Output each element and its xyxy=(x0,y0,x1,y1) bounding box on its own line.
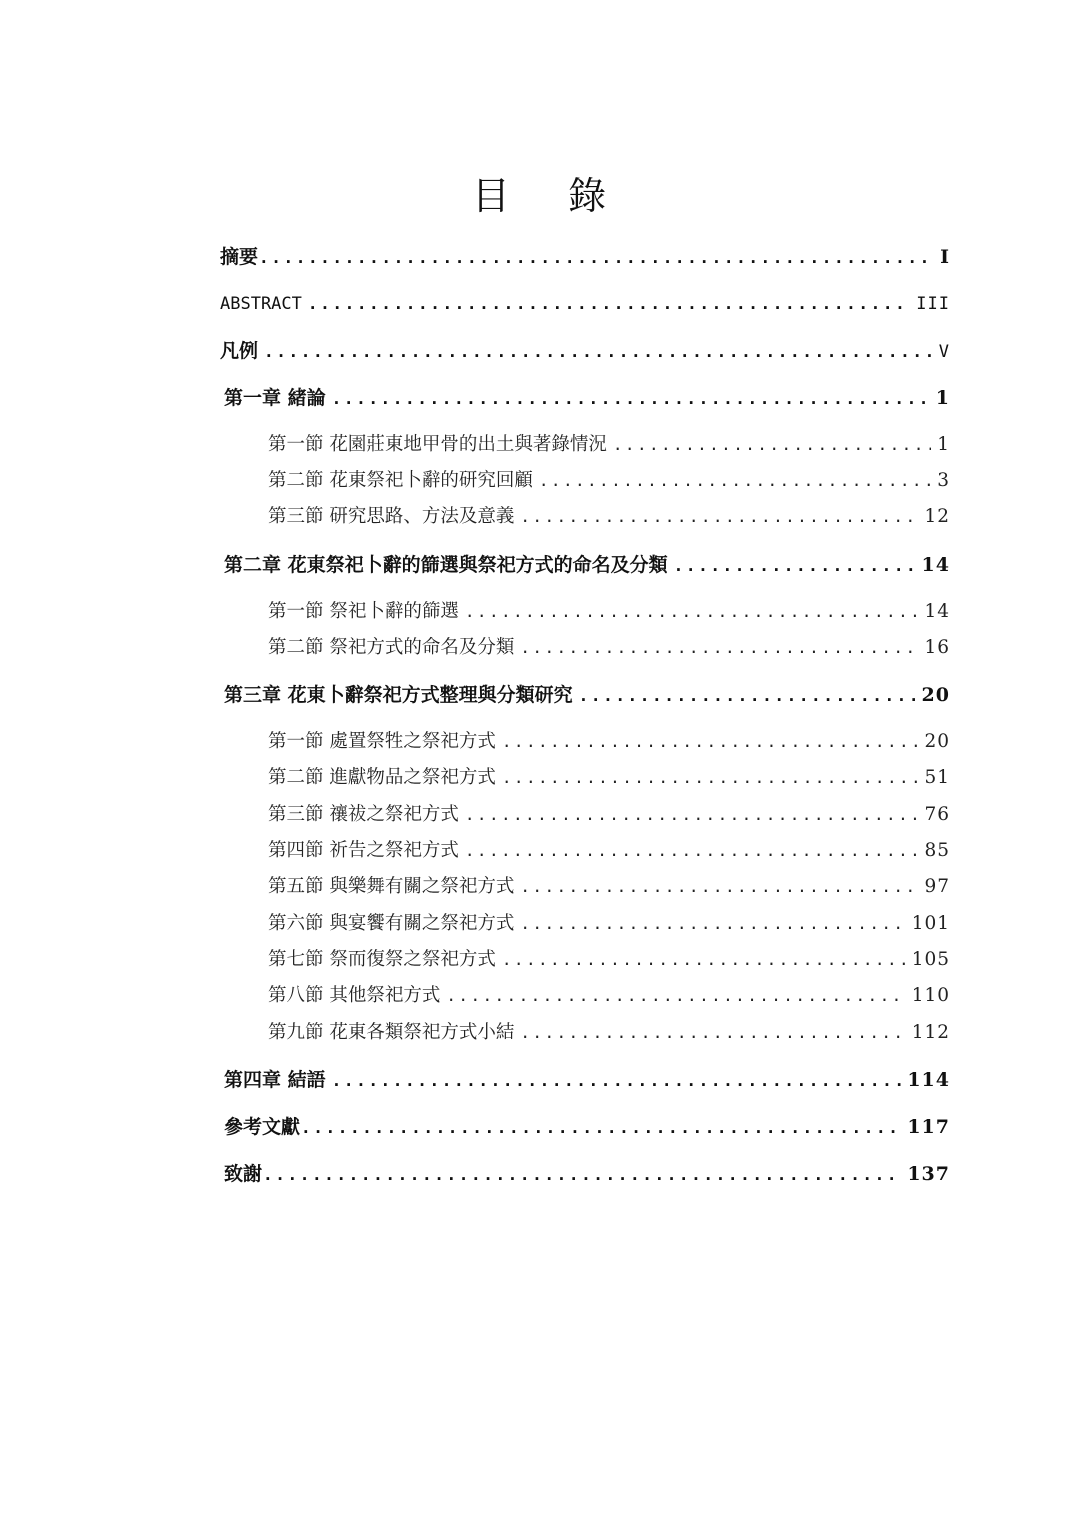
page-title: 目 錄 xyxy=(471,174,609,218)
dot-leader xyxy=(520,872,918,902)
toc-entry-label: 摘要 xyxy=(220,246,259,268)
toc-entry-ch3-sec9[interactable] xyxy=(268,1018,950,1048)
toc-entry-ch3-sec2[interactable] xyxy=(268,763,950,793)
dot-leader xyxy=(539,466,931,496)
toc-entry-label: 第一節 處置祭牲之祭祀方式 xyxy=(268,731,496,752)
toc-entry-page: 14 xyxy=(924,601,950,622)
toc-entry-label: 凡例 xyxy=(220,340,259,362)
toc-entry-chapter-2[interactable] xyxy=(224,550,950,580)
toc-entry-ch3-sec8[interactable] xyxy=(268,981,950,1011)
toc-entry-page: 137 xyxy=(907,1163,950,1185)
toc-entry-ch2-sec2[interactable] xyxy=(268,633,950,663)
toc-entry-abstract-zh[interactable] xyxy=(220,242,950,272)
toc-entry-page: 51 xyxy=(924,767,950,788)
toc-entry-ch3-sec4[interactable] xyxy=(268,836,950,866)
toc-entry-chapter-4[interactable] xyxy=(224,1065,950,1095)
dot-leader xyxy=(465,800,919,830)
toc-entry-page: 76 xyxy=(924,804,950,825)
toc-entry-label: 第四節 祈告之祭祀方式 xyxy=(268,840,459,861)
toc-entry-ch2-sec1[interactable] xyxy=(268,597,950,627)
dot-leader xyxy=(520,502,918,532)
toc-entry-page: 20 xyxy=(921,684,950,706)
toc-entry-label: 第二節 花東祭祀卜辭的研究回顧 xyxy=(268,470,533,491)
toc-entry-label: 第一節 花園莊東地甲骨的出土與著錄情況 xyxy=(268,434,607,455)
toc-entry-label: 第一節 祭祀卜辭的篩選 xyxy=(268,601,459,622)
toc-entry-chapter-3[interactable] xyxy=(224,680,950,710)
dot-leader xyxy=(465,597,919,627)
toc-entry-label: 第九節 花東各類祭祀方式小結 xyxy=(268,1022,515,1043)
toc-entry-page: 101 xyxy=(911,913,950,934)
toc-entry-page: 16 xyxy=(924,637,950,658)
toc-entry-label: 第二節 祭祀方式的命名及分類 xyxy=(268,637,515,658)
toc-entry-label: 第七節 祭而復祭之祭祀方式 xyxy=(268,949,496,970)
toc-entry-label: 第一章 緒論 xyxy=(224,387,326,409)
toc-entry-label: 參考文獻 xyxy=(224,1116,301,1138)
toc-entry-ch3-sec3[interactable] xyxy=(268,800,950,830)
toc-entry-ch3-sec7[interactable] xyxy=(268,945,950,975)
toc-entry-label: ABSTRACT xyxy=(220,294,302,314)
toc-entry-label: 第八節 其他祭祀方式 xyxy=(268,985,441,1006)
toc-entry-label: 第五節 與樂舞有關之祭祀方式 xyxy=(268,876,515,897)
toc-entry-page: 1 xyxy=(937,434,950,455)
dot-leader xyxy=(502,945,906,975)
toc-entry-page: 3 xyxy=(937,470,950,491)
toc-entry-page: 117 xyxy=(907,1116,950,1138)
toc-entry-page: 97 xyxy=(924,876,950,897)
toc-entry-conventions[interactable] xyxy=(220,336,950,366)
toc-entry-ch3-sec6[interactable] xyxy=(268,909,950,939)
dot-leader xyxy=(674,551,916,581)
dot-leader xyxy=(579,681,916,711)
toc-entry-label: 第三節 研究思路、方法及意義 xyxy=(268,506,515,527)
dot-leader xyxy=(263,1160,901,1190)
toc-entry-page: 20 xyxy=(924,731,950,752)
dot-leader xyxy=(465,836,919,866)
toc-entry-page: 110 xyxy=(911,985,950,1006)
dot-leader xyxy=(308,289,910,319)
toc-entry-ch3-sec1[interactable] xyxy=(268,727,950,757)
dot-leader xyxy=(520,1018,905,1048)
toc-entry-page: 14 xyxy=(921,554,950,576)
toc-entry-page: V xyxy=(938,342,950,362)
toc-entry-ch3-sec5[interactable] xyxy=(268,872,950,902)
toc-entry-ch1-sec3[interactable] xyxy=(268,502,950,532)
toc-entry-acknowledgements[interactable] xyxy=(224,1159,950,1189)
toc-entry-label: 第六節 與宴饗有關之祭祀方式 xyxy=(268,913,515,934)
toc-entry-label: 第二節 進獻物品之祭祀方式 xyxy=(268,767,496,788)
dot-leader xyxy=(520,909,905,939)
dot-leader xyxy=(332,384,930,414)
toc-entry-ch1-sec1[interactable] xyxy=(268,430,950,460)
dot-leader xyxy=(301,1113,901,1143)
toc-entry-ch1-sec2[interactable] xyxy=(268,466,950,496)
dot-leader xyxy=(502,763,919,793)
toc-entry-page: I xyxy=(940,246,950,268)
toc-entry-page: 114 xyxy=(907,1069,950,1091)
dot-leader xyxy=(502,727,919,757)
toc-entry-label: 致謝 xyxy=(224,1163,263,1185)
toc-entry-page: 1 xyxy=(935,387,950,409)
toc-entry-abstract-en[interactable] xyxy=(220,289,950,319)
toc-entry-page: 12 xyxy=(924,506,950,527)
toc-entry-label: 第二章 花東祭祀卜辭的篩選與祭祀方式的命名及分類 xyxy=(224,554,668,576)
dot-leader xyxy=(446,981,905,1011)
toc-entry-page: 112 xyxy=(911,1022,950,1043)
dot-leader xyxy=(613,430,931,460)
dot-leader xyxy=(332,1066,902,1096)
toc-entry-label: 第三章 花東卜辭祭祀方式整理與分類研究 xyxy=(224,684,573,706)
dot-leader xyxy=(264,337,933,367)
dot-leader xyxy=(259,243,934,273)
toc-entry-label: 第四章 結語 xyxy=(224,1069,326,1091)
toc-entry-chapter-1[interactable] xyxy=(224,383,950,413)
toc-entry-page: 85 xyxy=(924,840,950,861)
toc-entry-page: 105 xyxy=(911,949,950,970)
dot-leader xyxy=(520,633,918,663)
toc-entry-references[interactable] xyxy=(224,1112,950,1142)
toc-entry-label: 第三節 禳祓之祭祀方式 xyxy=(268,804,459,825)
toc-entry-page: III xyxy=(916,294,950,314)
